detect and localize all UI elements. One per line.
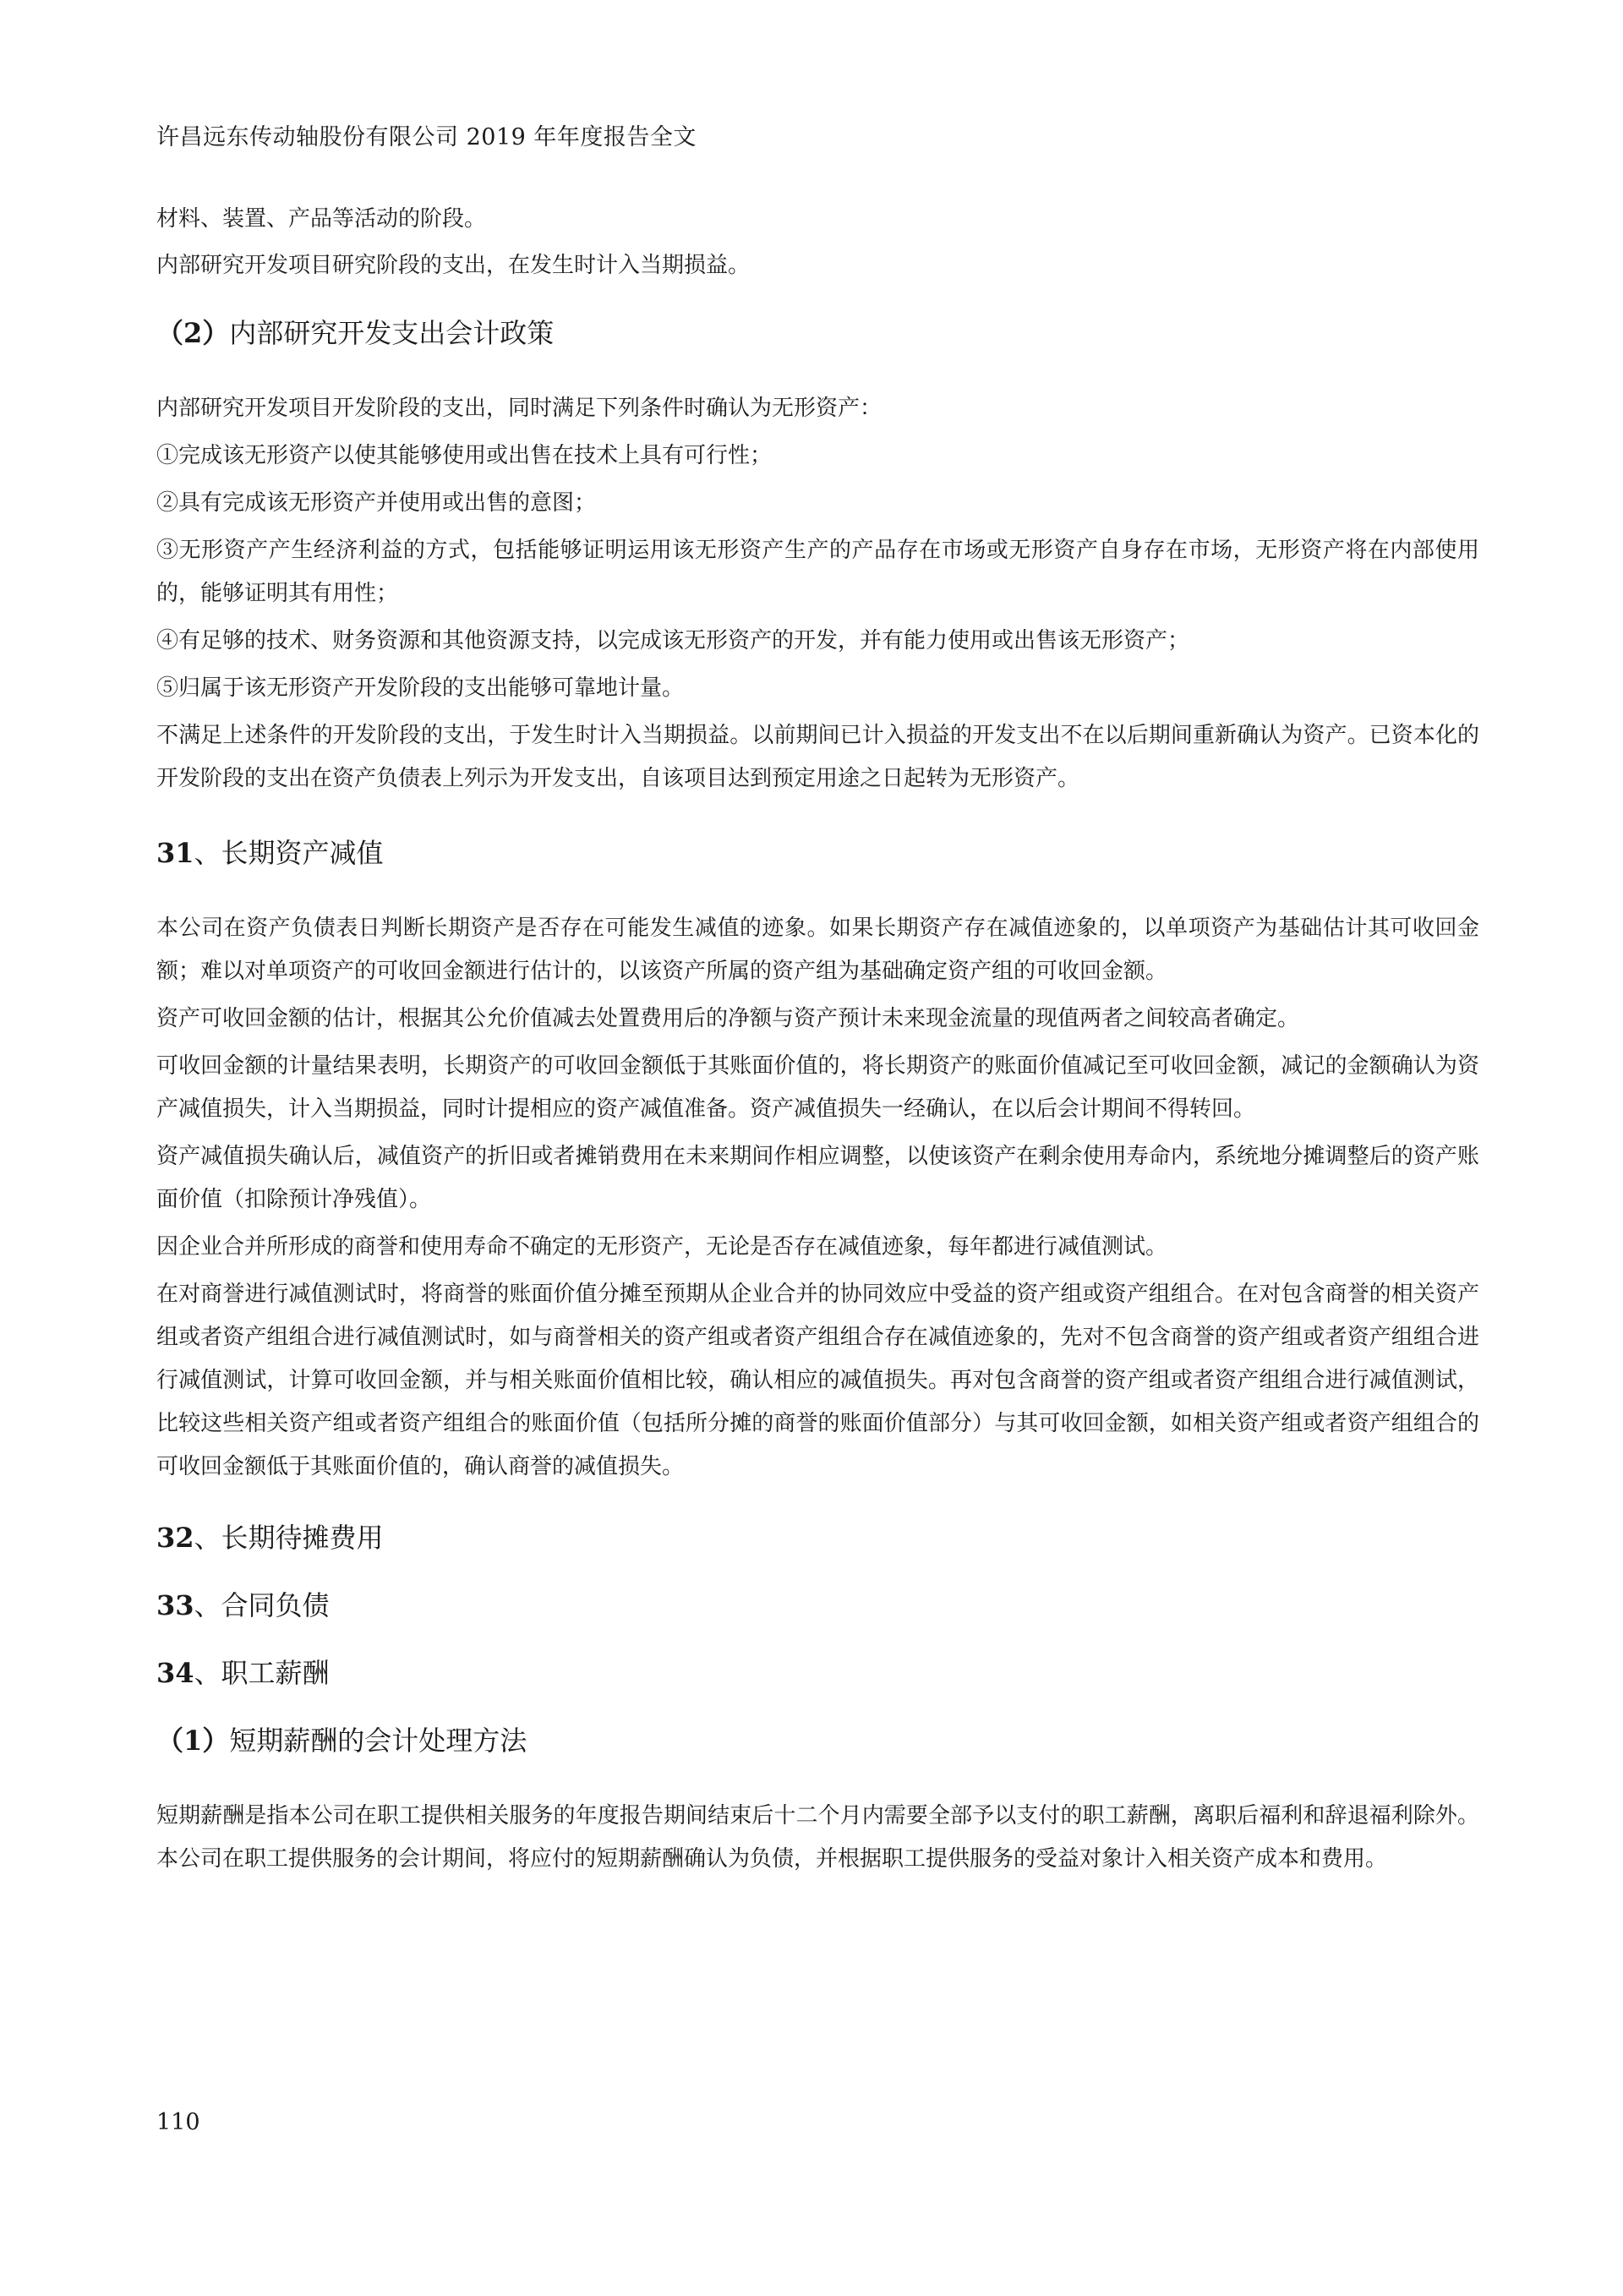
page-number: 110 — [156, 2109, 200, 2135]
paragraph: ⑤归属于该无形资产开发阶段的支出能够可靠地计量。 — [156, 675, 685, 701]
section-heading — [156, 834, 1479, 872]
section-title: 、合同负债 — [194, 1589, 330, 1621]
paragraph: 可收回金额的计量结果表明，长期资产的可收回金额低于其账面价值的，将长期资产的账面价值减记至可收回金额，减记的金额确认为资产减值损失，计入当期损益，同时计提相应的资产减值准备。资产减值损失一经确认，在以后会计期间不得转回。 — [156, 1053, 1479, 1122]
paragraph: 内部研究开发项目开发阶段的支出，同时满足下列条件时确认为无形资产： — [156, 396, 883, 421]
paragraph: 不满足上述条件的开发阶段的支出，于发生时计入当期损益。以前期间已计入损益的开发支出不在以后期间重新确认为资产。已资本化的开发阶段的支出在资产负债表上列示为开发支出，自该项目达到预定用途之日起转为无形资产。 — [156, 723, 1479, 791]
section-number: 34 — [156, 1657, 194, 1689]
section-title: 、职工薪酬 — [194, 1657, 330, 1689]
paragraph: ④有足够的技术、财务资源和其他资源支持，以完成该无形资产的开发，并有能力使用或出售该无形资产； — [156, 628, 1190, 653]
section-heading — [156, 1519, 1479, 1556]
section-number: 33 — [156, 1589, 194, 1621]
section-heading — [156, 1587, 1479, 1624]
section-number: 31 — [156, 837, 194, 869]
section-title: 内部研究开发支出会计政策 — [229, 317, 555, 349]
section-number: （1） — [156, 1725, 230, 1757]
report-header: 许昌远东传动轴股份有限公司 2019 年年度报告全文 — [156, 124, 697, 150]
section-title: 、长期资产减值 — [194, 837, 384, 869]
report-body — [156, 198, 1479, 1885]
paragraph: 短期薪酬是指本公司在职工提供相关服务的年度报告期间结束后十二个月内需要全部予以支付的职工薪酬，离职后福利和辞退福利除外。本公司在职工提供服务的会计期间，将应付的短期薪酬确认为负债，并根据职工提供服务的受益对象计入相关资产成本和费用。 — [156, 1803, 1479, 1872]
paragraph: ②具有完成该无形资产并使用或出售的意图； — [156, 490, 597, 516]
paragraph: 在对商誉进行减值测试时，将商誉的账面价值分摊至预期从企业合并的协同效应中受益的资产组或资产组组合。在对包含商誉的相关资产组或者资产组组合进行减值测试时，如与商誉相关的资产组或者资产组组合存在减值迹象的，先对不包含商誉的资产组或者资产组组合进行减值测试，计算可收回金额，并与相关账面价值相比较，确认相应的减值损失。再对包含商誉的资产组或者资产组组合进行减值测试，比较这些相关资产组或者资产组组合的账面价值（包括所分摊的商誉的账面价值部分）与其可收回金额，如相关资产组或者资产组组合的可收回金额低于其账面价值的，确认商誉的减值损失。 — [156, 1282, 1479, 1479]
paragraph: 材料、装置、产品等活动的阶段。 — [156, 206, 487, 232]
paragraph: 内部研究开发项目研究阶段的支出，在发生时计入当期损益。 — [156, 253, 751, 278]
paragraph: 资产减值损失确认后，减值资产的折旧或者摊销费用在未来期间作相应调整，以使该资产在剩余使用寿命内，系统地分摊调整后的资产账面价值（扣除预计净残值）。 — [156, 1144, 1479, 1212]
section-heading — [156, 314, 1479, 352]
section-heading — [156, 1654, 1479, 1692]
paragraph: 因企业合并所形成的商誉和使用寿命不确定的无形资产，无论是否存在减值迹象，每年都进行减值测试。 — [156, 1234, 1168, 1260]
section-title: 、长期待摊费用 — [194, 1522, 384, 1554]
paragraph: 资产可收回金额的估计，根据其公允价值减去处置费用后的净额与资产预计未来现金流量的现值两者之间较高者确定。 — [156, 1006, 1300, 1031]
section-number: （2） — [156, 317, 230, 349]
section-title: 短期薪酬的会计处理方法 — [229, 1725, 527, 1757]
section-heading — [156, 1722, 1479, 1759]
section-number: 32 — [156, 1522, 194, 1554]
paragraph: 本公司在资产负债表日判断长期资产是否存在可能发生减值的迹象。如果长期资产存在减值迹象的，以单项资产为基础估计其可收回金额；难以对单项资产的可收回金额进行估计的，以该资产所属的资产组为基础确定资产组的可收回金额。 — [156, 916, 1479, 984]
paragraph: ①完成该无形资产以使其能够使用或出售在技术上具有可行性； — [156, 443, 773, 468]
paragraph: ③无形资产产生经济利益的方式，包括能够证明运用该无形资产生产的产品存在市场或无形资产自身存在市场，无形资产将在内部使用的，能够证明其有用性； — [156, 538, 1479, 606]
